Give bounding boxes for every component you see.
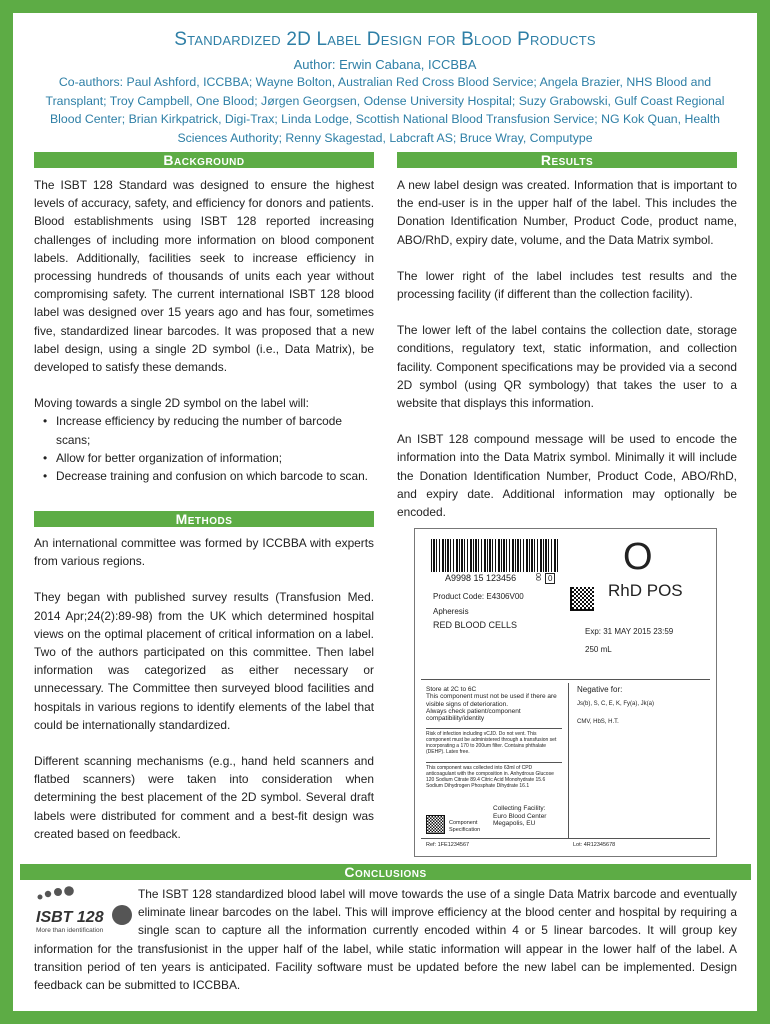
bullet-item: • Allow for better organization of information; — [44, 449, 374, 467]
storage-text: Store at 2C to 6C This component must not be used if there are visible signs of deterioration. Always check patient/component compatibility/identity — [426, 686, 557, 723]
methods-section — [34, 534, 374, 843]
methods-paragraph-2: They began with published survey results (Transfusion Med. 2014 Apr;24(2):89-98) from the UK which determined hospital views on the optimal placement of critical information on a label. Two of the authors participated on this committee. Then label information was categorized as either necessary or unnecessary. The Committee then surveyed blood facilities and hospitals in various regions to identify elements of the label that could be internationally standardized. — [34, 590, 374, 732]
label-divider — [426, 728, 562, 729]
negative-viral: CMV, HbS, H.T. — [577, 719, 619, 725]
label-divider — [568, 683, 569, 838]
methods-paragraph-3: Different scanning mechanisms (e.g., hand held scanners and flatbed scanners) were taken into consideration when determining the best placement of the 2D symbol. Several draft labels were distributed for comment and a best-fit design was created based on feedback. — [34, 754, 374, 841]
background-heading: Background — [34, 152, 374, 168]
qr-code-symbol — [427, 816, 444, 833]
din-text: A9998 15 123456 — [445, 573, 517, 583]
data-matrix-symbol — [570, 587, 594, 611]
results-paragraph-2: The lower right of the label includes test results and the processing facility (if different than the collection facility). — [397, 268, 737, 302]
results-heading: Results — [397, 152, 737, 168]
conclusions-heading: Conclusions — [20, 864, 751, 880]
negative-for-heading: Negative for: — [577, 685, 623, 694]
risk-text: Risk of infection including vCJD. Do not vent. This component must be administered through a transfusion set incorporating a 170 to 200um filter. Contains phthalate (DEHP). Latex free. — [426, 731, 557, 755]
apheresis-text: Apheresis — [433, 607, 469, 616]
din-check-character: 0 — [545, 573, 555, 584]
label-divider — [426, 762, 562, 763]
results-paragraph-3: The lower left of the label contains the collection date, storage conditions, regulatory text, static information, and collection facility. Component specifications may be provided via a second 2D symbol (using QR symbology) that takes the user to a website that displays this information. — [397, 323, 737, 411]
product-name: RED BLOOD CELLS — [433, 620, 518, 630]
author-line: Author: Erwin Cabana, ICCBBA — [293, 57, 477, 72]
linear-barcode — [431, 539, 559, 572]
rhd-type: RhD POS — [608, 581, 683, 600]
collecting-facility: Collecting Facility: Euro Blood Center Megapolis, EU — [493, 805, 547, 827]
logo-tagline: More than identification — [36, 927, 104, 934]
results-section — [397, 176, 737, 521]
sample-blood-label — [414, 528, 717, 857]
isbt-logo-graphic — [34, 885, 138, 937]
collection-text: This component was collected into 63ml of CPD anticoagulant with the composition in. Anhydrous Glucose 120 Sodium Citrate 89.4 Citric Acid Monohydrate 15.6 Sodium Dihydrogen Phosphate Dihydrate 16.1 — [426, 765, 554, 789]
poster-title: Standardized 2D Label Design for Blood Products — [174, 29, 596, 50]
results-paragraph-4: An ISBT 128 compound message will be used to encode the information into the Data Matrix symbol. Minimally it will include the Donation Identification Number, Product Code, ABO/RhD, and expiry date. Additional information may optionally be encoded. — [397, 432, 737, 520]
background-bullet-list — [34, 412, 374, 485]
expiry-date: Exp: 31 MAY 2015 23:59 — [585, 627, 674, 636]
background-paragraph-1: The ISBT 128 Standard was designed to ensure the highest levels of accuracy, safety, and efficiency for donors and patients. Blood establishments using ISBT 128 reported increasing challenges of including more information on blood component labels. Additionally, facilities seek to increase efficiency in processing hundreds of thousands of units each year without compromising safety. The current international ISBT 128 blood label was designed over 15 years ago and has four, sometimes five, standardized linear barcodes. It was proposed that a new label design, using a single 2D symbol (i.e., Data Matrix), be developed to satisfy these demands. — [34, 178, 374, 375]
methods-heading: Methods — [34, 511, 374, 527]
label-divider — [421, 679, 710, 680]
label-divider — [421, 838, 710, 839]
lot-number: Lot: 4R12345678 — [573, 842, 616, 848]
negative-antigens: Js(b), S, C, E, K, Fy(a), Jk(a) — [577, 701, 655, 707]
ref-number: Ref: 1FE1234567 — [426, 842, 470, 848]
logo-name: ISBT 128 — [36, 909, 104, 926]
component-spec-label: Component Specification — [449, 820, 481, 833]
din-flags: 00 — [536, 573, 543, 581]
product-code: Product Code: E4306V00 — [433, 592, 524, 601]
isbt-logo — [34, 885, 138, 937]
results-paragraph-1: A new label design was created. Information that is important to the end-user is in the upper half of the label. This includes the Donation Identification Number, Product Code, product name, ABO/RhD, expiry date, volume, and the Data Matrix symbol. — [397, 178, 737, 247]
background-paragraph-2: Moving towards a single 2D symbol on the label will: — [34, 396, 309, 411]
conclusions-section — [34, 885, 737, 994]
coauthors-line: Co-authors: Paul Ashford, ICCBBA; Wayne Bolton, Australian Red Cross Blood Service; Angela Brazier, NHS Blood and Transplant; Troy Campbell, One Blood; Jørgen Georgsen, Odense University Hospital; Suzy Grabowski, Gulf Coast Regional Blood Center; Brian Kirkpatrick, Digi-Trax; Linda Lodge, Scottish National Blood Transfusion Service; NG Kok Quan, Health Sciences Authority; Renny Skagestad, Labcraft AS; Bruce Wray, Computype — [45, 75, 725, 145]
bullet-item: • Decrease training and confusion on which barcode to scan. — [44, 467, 374, 485]
volume: 250 mL — [585, 645, 612, 654]
conclusions-paragraph: The ISBT 128 standardized blood label will move towards the use of a single Data Matrix barcode and eventually eliminate linear barcodes on the label. This will improve efficiency at the blood center and hospital by requiring a single scan to capture all the information currently encoded within 4 or 5 linear barcodes. It will group key information for the transfusionist in the upper half of the label, while static information will appear in the lower half of the label. A transition period of ten years is anticipated. Facility software must be updated before the new label can be implemented. Design feedback can be submitted to ICCBBA. — [34, 887, 737, 993]
bullet-item: • Increase efficiency by reducing the number of barcode scans; — [44, 412, 374, 448]
methods-paragraph-1: An international committee was formed by ICCBBA with experts from various regions. — [34, 536, 374, 569]
abo-group: O — [623, 536, 653, 578]
background-section — [34, 176, 374, 485]
